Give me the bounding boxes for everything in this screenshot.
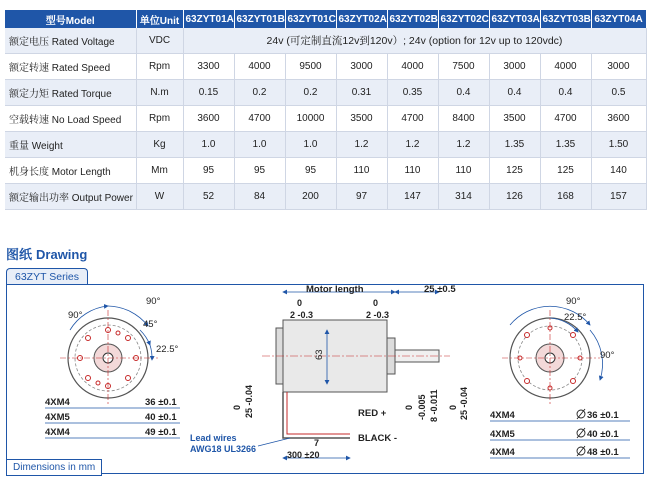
header-63zyt01a: 63ZYT01A: [183, 10, 234, 28]
value-cell: 3600: [591, 106, 646, 132]
side-view: [190, 284, 469, 460]
unit-cell: W: [136, 184, 183, 210]
value-cell: 140: [591, 158, 646, 184]
value-cell: 4700: [387, 106, 438, 132]
value-cell: 4000: [234, 54, 285, 80]
header-63zyt03b: 63ZYT03B: [540, 10, 591, 28]
flange-zero-b: 0: [373, 298, 379, 308]
value-cell: 1.0: [234, 132, 285, 158]
series-tab: 63ZYT Series: [6, 268, 88, 285]
unit-cell: Mm: [136, 158, 183, 184]
value-cell: 0.5: [591, 80, 646, 106]
unit-cell: N.m: [136, 80, 183, 106]
flange-tol-a: 2 -0.3: [290, 310, 314, 320]
lead-wires-label: Lead wires: [190, 433, 237, 443]
value-cell: 1.0: [285, 132, 336, 158]
left-hole-dim: 49 ±0.1: [145, 427, 177, 438]
right-hole-dim: 48 ±0.1: [587, 447, 619, 458]
value-cell: 3500: [336, 106, 387, 132]
drawing-title-en: Drawing: [36, 247, 88, 262]
right-hole-label: 4XM4: [490, 410, 515, 421]
flange-zero-a: 0: [297, 298, 303, 308]
units-note: Dimensions in mm: [6, 459, 102, 476]
value-cell: 8400: [438, 106, 489, 132]
value-cell: 1.35: [489, 132, 540, 158]
value-cell: 1.50: [591, 132, 646, 158]
value-cell: 4700: [540, 106, 591, 132]
header-63zyt02b: 63ZYT02B: [387, 10, 438, 28]
value-cell: 110: [438, 158, 489, 184]
drawing-title-cn: 图纸: [6, 247, 33, 262]
value-cell: 314: [438, 184, 489, 210]
param-label: 额定电压 Rated Voltage: [5, 28, 136, 54]
value-cell: 3000: [336, 54, 387, 80]
right-angle-top: 90°: [566, 296, 581, 307]
value-cell: 4000: [387, 54, 438, 80]
pilot-dia: 25 -0.04: [244, 384, 254, 418]
right-hole-dim: 40 ±0.1: [587, 429, 619, 440]
header-63zyt01b: 63ZYT01B: [234, 10, 285, 28]
param-label: 机身长度 Motor Length: [5, 158, 136, 184]
left-hole-dim: 36 ±0.1: [145, 397, 177, 408]
right-angle-right: 90°: [600, 350, 615, 361]
shaft-zero: 0: [404, 404, 414, 410]
shaft-pilot-dia: 25 -0.04: [459, 386, 469, 420]
shaft-dia: 8 -0.011: [429, 389, 439, 422]
value-cell: 110: [387, 158, 438, 184]
value-cell: 9500: [285, 54, 336, 80]
value-cell: 4000: [540, 54, 591, 80]
value-cell: 168: [540, 184, 591, 210]
left-hole-dim: 40 ±0.1: [145, 412, 177, 423]
value-cell: 95: [285, 158, 336, 184]
value-cell: 1.0: [183, 132, 234, 158]
left-hole-callouts: [45, 397, 177, 438]
param-label: 额定力矩 Rated Torque: [5, 80, 136, 106]
value-cell: 84: [234, 184, 285, 210]
left-angle-45: 45°: [143, 319, 158, 330]
value-cell: 0.2: [234, 80, 285, 106]
value-cell: 95: [234, 158, 285, 184]
value-cell: 110: [336, 158, 387, 184]
lead-wires-spec: AWG18 UL3266: [190, 444, 257, 454]
value-cell: 0.4: [540, 80, 591, 106]
value-cell: 3300: [183, 54, 234, 80]
header-unit: 单位Unit: [136, 10, 183, 28]
value-cell: 147: [387, 184, 438, 210]
value-cell: 157: [591, 184, 646, 210]
lead-wire-red: [287, 392, 350, 434]
value-cell: 0.4: [438, 80, 489, 106]
value-cell: 1.2: [438, 132, 489, 158]
shaft-pilot-zero: 0: [448, 404, 458, 410]
value-cell: 0.15: [183, 80, 234, 106]
value-cell: 10000: [285, 106, 336, 132]
value-cell: 3600: [183, 106, 234, 132]
right-hole-label: 4XM4: [490, 447, 515, 458]
pilot-zero: 0: [232, 404, 242, 410]
left-hole-label: 4XM4: [45, 397, 70, 408]
value-cell: 0.2: [285, 80, 336, 106]
left-front-view: [45, 296, 180, 438]
right-rear-view: [490, 296, 630, 458]
header-model: 型号Model: [5, 10, 136, 28]
header-63zyt01c: 63ZYT01C: [285, 10, 336, 28]
value-cell: 1.2: [336, 132, 387, 158]
right-hole-callouts: [490, 410, 619, 458]
header-63zyt02c: 63ZYT02C: [438, 10, 489, 28]
param-label: 额定转速 Rated Speed: [5, 54, 136, 80]
header-63zyt02a: 63ZYT02A: [336, 10, 387, 28]
value-cell: 1.35: [540, 132, 591, 158]
unit-cell: Kg: [136, 132, 183, 158]
motor-length-label: Motor length: [306, 284, 364, 295]
left-hole-label: 4XM4: [45, 427, 70, 438]
value-cell: 3000: [489, 54, 540, 80]
value-cell: 125: [540, 158, 591, 184]
value-cell: 0.4: [489, 80, 540, 106]
value-cell: 125: [489, 158, 540, 184]
shaft-length-label: 25 ±0.5: [424, 284, 456, 295]
left-angle-top: 90°: [146, 296, 161, 307]
unit-cell: Rpm: [136, 54, 183, 80]
black-label: BLACK -: [358, 433, 398, 444]
unit-cell: Rpm: [136, 106, 183, 132]
param-label: 额定输出功率 Output Power: [5, 184, 136, 210]
body-dia-label: 63: [314, 349, 325, 360]
right-hole-dim: 36 ±0.1: [587, 410, 619, 421]
shaft-tol: -0.005: [417, 394, 427, 420]
unit-cell: VDC: [136, 28, 183, 54]
header-63zyt04a: 63ZYT04A: [591, 10, 646, 28]
value-cell: 7500: [438, 54, 489, 80]
value-cell: 3000: [591, 54, 646, 80]
value-cell: 200: [285, 184, 336, 210]
flange-tol-b: 2 -0.3: [366, 310, 390, 320]
wire-gap-label: 7: [314, 438, 320, 448]
lead-wire: [283, 392, 350, 438]
value-cell: 0.35: [387, 80, 438, 106]
value-cell: 1.2: [387, 132, 438, 158]
merged-voltage-cell: 24v (可定制直流12v到120v）; 24v (option for 12v up to 120vdc): [183, 28, 646, 54]
wire-length-label: 300 ±20: [287, 450, 320, 460]
param-label: 重量 Weight: [5, 132, 136, 158]
value-cell: 126: [489, 184, 540, 210]
header-63zyt03a: 63ZYT03A: [489, 10, 540, 28]
value-cell: 52: [183, 184, 234, 210]
right-hole-label: 4XM5: [490, 429, 515, 440]
right-angle-22: 22.5°: [564, 312, 587, 323]
value-cell: 4700: [234, 106, 285, 132]
diameter-icons: [577, 409, 585, 456]
red-label: RED +: [358, 408, 387, 419]
value-cell: 95: [183, 158, 234, 184]
param-label: 空载转速 No Load Speed: [5, 106, 136, 132]
left-hole-label: 4XM5: [45, 412, 70, 423]
left-angle-22: 22.5°: [156, 344, 179, 355]
value-cell: 3500: [489, 106, 540, 132]
value-cell: 97: [336, 184, 387, 210]
left-angle-left: 90°: [68, 310, 83, 321]
value-cell: 0.31: [336, 80, 387, 106]
